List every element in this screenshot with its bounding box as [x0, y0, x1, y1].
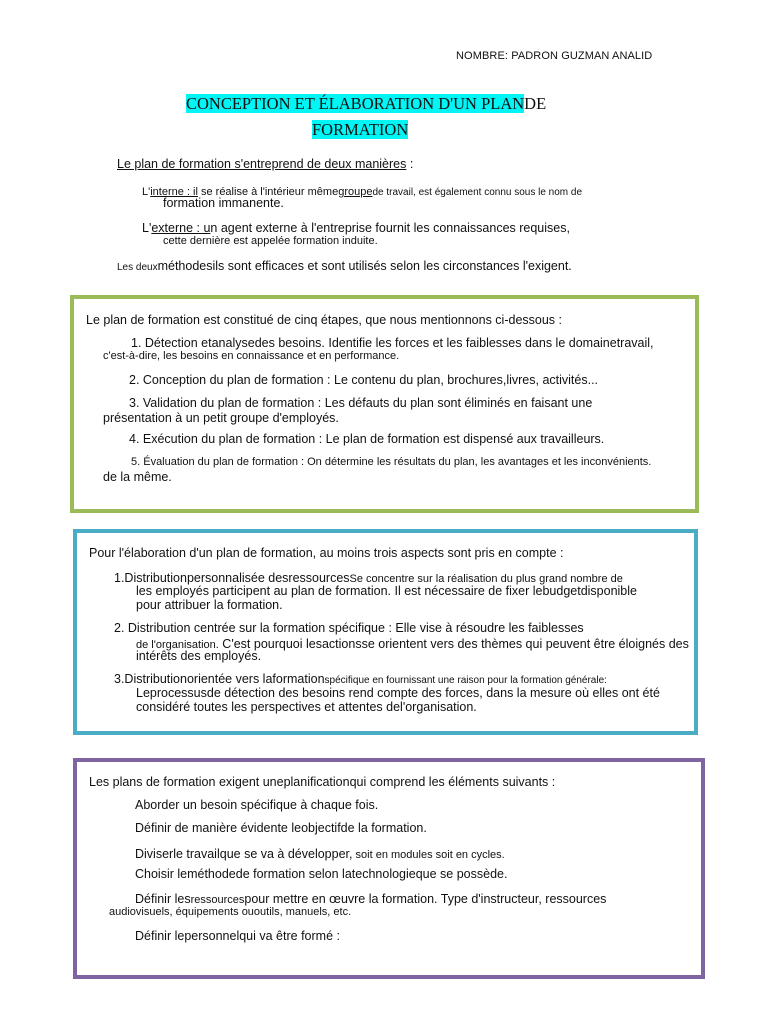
intro-conclusion: [117, 257, 572, 275]
step-3-line1: 3. Validation du plan de formation : Les défauts du plan sont éliminés en faisant une: [129, 396, 593, 410]
step-4: 4. Exécution du plan de formation : Le plan de formation est dispensé aux travailleurs.: [129, 432, 605, 446]
aspect-1-small: Se concentre sur la réalisation du plus grand nombre de: [349, 573, 623, 585]
aspect-3-title: 3.Distributionorientée vers laformation: [114, 672, 325, 686]
intro-heading: [117, 157, 413, 171]
element-2: Définir de manière évidente leobjectifde la formation.: [135, 821, 427, 835]
aspect-3-small: spécifique en fournissant une raison pour la formation générale:: [324, 675, 607, 686]
aspects-heading: Pour l'élaboration d'un plan de formation, au moins trois aspects sont pris en compte :: [89, 546, 564, 560]
title-highlight-2: FORMATION: [312, 120, 409, 139]
interne-term: interne : il: [150, 186, 198, 198]
aspect-2-line3: intérêts des employés.: [136, 649, 262, 663]
interne-line2: formation immanente.: [163, 196, 284, 210]
aspect-2-rest: C'est pourquoi lesactionsse orientent vers des thèmes qui peuvent être éloignés des: [218, 637, 689, 651]
element-3-small: soit en modules soit en cycles.: [352, 849, 505, 861]
step-1-line2: c'est-à-dire, les besoins en connaissance et en performance.: [103, 350, 400, 362]
step-5-line1: 5. Évaluation du plan de formation : On détermine les résultats du plan, les avantages et les inconvénients.: [131, 456, 652, 468]
element-1: Aborder un besoin spécifique à chaque fois.: [135, 798, 379, 812]
interne-small: de travail, est également connu sous le nom de: [372, 187, 583, 198]
step-1-line1: 1. Détection etanalysedes besoins. Identifie les forces et les faiblesses dans le domainetravail,: [131, 336, 654, 350]
element-5-b: pour mettre en œuvre la formation. Type d'instructeur, ressources: [244, 892, 607, 906]
author-name: NOMBRE: PADRON GUZMAN ANALID: [456, 50, 653, 62]
element-3: [135, 845, 505, 863]
step-3-line2: présentation à un petit groupe d'employés.: [103, 411, 339, 425]
element-5-a: Définir les: [135, 892, 191, 906]
title-highlight: CONCEPTION ET ÉLABORATION D'UN PLAN: [186, 94, 525, 113]
step-2: 2. Conception du plan de formation : Le contenu du plan, brochures,livres, activités...: [129, 373, 599, 387]
intro-heading-text: Le plan de formation s'entreprend de deux manières: [117, 157, 407, 171]
aspect-1-line3: pour attribuer la formation.: [136, 598, 283, 612]
aspect-1-line2: les employés participent au plan de formation. Il est nécessaire de fixer lebudgetdisponible: [136, 584, 637, 598]
aspect-1-title: 1.Distributionpersonnalisée desressources: [114, 571, 350, 585]
conclusion-small: Les deux: [117, 262, 158, 273]
title-line1-rest: DE: [524, 94, 547, 113]
interne-pre: L': [142, 186, 151, 198]
element-5-small: ressources: [190, 894, 245, 906]
element-5-line2: audiovisuels, équipements ououtils, manuels, etc.: [109, 906, 352, 918]
conclusion-rest: méthodesils sont efficaces et sont utilisés selon les circonstances l'exigent.: [157, 259, 572, 273]
aspect-2-title: 2. Distribution centrée sur la formation spécifique : Elle vise à résoudre les faiblesses: [114, 621, 584, 635]
interne-groupe: groupe: [338, 186, 373, 198]
step-5-line2: de la même.: [103, 470, 172, 484]
element-3-main: Diviserle travailque se va à développer,: [135, 847, 353, 861]
document-title-line-1: [186, 94, 546, 114]
interne-mid: se réalise à l'intérieur même: [197, 186, 339, 198]
externe-term: externe : u: [151, 221, 211, 235]
externe-line2: cette dernière est appelée formation induite.: [163, 235, 378, 247]
document-title-line-2: [312, 120, 408, 140]
element-6: Définir lepersonnelqui va être formé :: [135, 929, 340, 943]
aspect-3-line2: Leprocessusde détection des besoins rend compte des forces, dans la mesure où elles ont été: [136, 686, 660, 700]
intro-heading-colon: :: [406, 157, 414, 171]
steps-heading: Le plan de formation est constitué de cinq étapes, que nous mentionnons ci-dessous :: [86, 313, 562, 327]
externe-pre: L': [142, 221, 152, 235]
externe-rest: n agent externe à l'entreprise fournit les connaissances requises,: [210, 221, 570, 235]
aspect-3-line3: considéré toutes les perspectives et attentes del'organisation.: [136, 700, 477, 714]
aspect-2-small: de l'organisation.: [136, 639, 219, 651]
element-4: Choisir leméthodede formation selon latechnologieque se possède.: [135, 867, 508, 881]
elements-heading: Les plans de formation exigent uneplanificationqui comprend les éléments suivants :: [89, 775, 556, 789]
